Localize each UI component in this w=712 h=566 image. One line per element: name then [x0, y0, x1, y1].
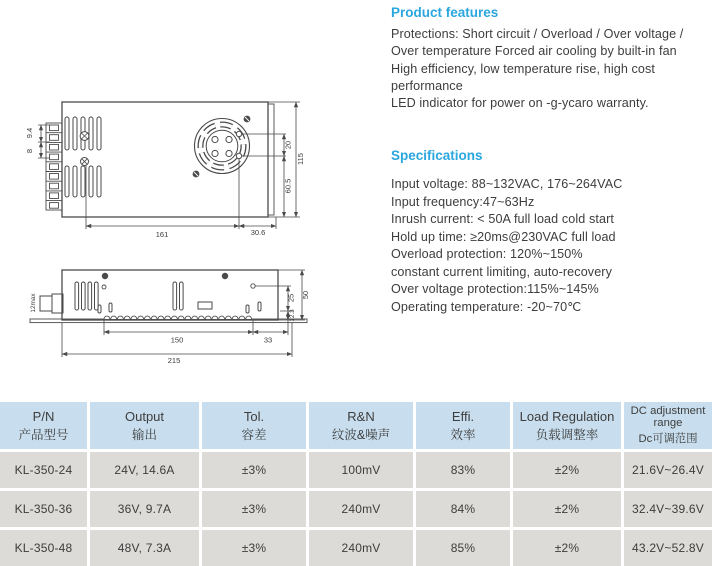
spec-table	[0, 402, 712, 566]
spec-line: Hold up time: ≥20ms@230VAC full load	[391, 229, 616, 244]
feature-line: Over temperature Forced air cooling by built-in fan	[391, 44, 677, 59]
table-cell: 240mV	[309, 491, 413, 527]
top-view-drawing	[0, 95, 330, 245]
features-title: Product features	[391, 5, 499, 20]
dim-label-12-3: 12.3	[289, 309, 296, 322]
feature-line: Protections: Short circuit / Overload / Over voltage /	[391, 27, 684, 41]
table-cell: ±3%	[202, 530, 306, 566]
dim-label-115: 115	[296, 153, 305, 165]
column-header-load-regulation: Load Regulation 负载调整率	[513, 402, 621, 449]
column-header-output: Output 输出	[90, 402, 199, 449]
spec-line: constant current limiting, auto-recovery	[391, 264, 612, 279]
table-cell: 32.4V~39.6V	[624, 491, 712, 527]
table-cell: KL-350-24	[0, 452, 87, 488]
terminal-block	[46, 123, 62, 210]
specs-title: Specifications	[391, 148, 483, 163]
dim-label-12max: 12max	[30, 293, 37, 313]
specs-section	[391, 148, 711, 316]
dim-label-8: 8	[25, 148, 34, 154]
spec-line: Input voltage: 88~132VAC, 176~264VAC	[391, 177, 623, 191]
dim-label-9-4: 9.4	[25, 127, 34, 139]
table-cell: 21.6V~26.4V	[624, 452, 712, 488]
table-cell: KL-350-36	[0, 491, 87, 527]
feature-line: High efficiency, low temperature rise, high cost	[391, 61, 656, 76]
column-header-pn: P/N 产品型号	[0, 402, 87, 449]
table-cell: 100mV	[309, 452, 413, 488]
dim-label-50: 50	[301, 290, 310, 300]
column-header-dc-adjustment-range: DC adjustment range Dc可调范围	[624, 402, 712, 449]
dim-label-161: 161	[155, 230, 169, 239]
case-outline	[30, 270, 307, 323]
table-cell: 240mV	[309, 530, 413, 566]
dim-label-33: 33	[263, 335, 273, 345]
heatsink-teeth	[104, 316, 252, 319]
fan	[193, 116, 251, 178]
features-section	[391, 5, 711, 112]
table-cell: 83%	[416, 452, 510, 488]
feature-line: LED indicator for power on -g-ycaro warranty.	[391, 96, 649, 111]
table-cell: 43.2V~52.8V	[624, 530, 712, 566]
spec-line: Over voltage protection:115%~145%	[391, 282, 599, 296]
table-cell: 84%	[416, 491, 510, 527]
table-cell: ±2%	[513, 491, 621, 527]
dim-label-30-6: 30.6	[250, 228, 266, 237]
dim-label-150: 150	[170, 335, 184, 345]
dim-label-215: 215	[167, 356, 181, 365]
dim-label-25: 25	[286, 293, 296, 303]
chassis-screws	[102, 273, 255, 289]
table-cell: ±2%	[513, 452, 621, 488]
table-cell: 24V, 14.6A	[90, 452, 199, 488]
dim-label-20: 20	[283, 140, 293, 150]
table-cell: ±3%	[202, 491, 306, 527]
spec-line: Overload protection: 120%~150%	[391, 247, 583, 261]
feature-line: performance	[391, 78, 463, 93]
spec-line: Input frequency:47~63Hz	[391, 194, 535, 209]
column-header-effi: Effi. 效率	[416, 402, 510, 449]
table-cell: KL-350-48	[0, 530, 87, 566]
terminal-block	[40, 294, 63, 313]
spec-line: Operating temperature: -20~70℃	[391, 299, 582, 314]
dim-label-60-5: 60.5	[283, 178, 293, 194]
table-cell: ±3%	[202, 452, 306, 488]
side-view-drawing	[0, 253, 330, 366]
vent-slots	[65, 117, 101, 197]
column-header-rn: R&N 纹波&噪声	[309, 402, 413, 449]
column-header-tol: Tol. 容差	[202, 402, 306, 449]
table-cell: 85%	[416, 530, 510, 566]
case-outline	[62, 102, 274, 217]
table-cell: 48V, 7.3A	[90, 530, 199, 566]
table-cell: ±2%	[513, 530, 621, 566]
table-cell: 36V, 9.7A	[90, 491, 199, 527]
spec-line: Inrush current: < 50A full load cold start	[391, 212, 614, 226]
